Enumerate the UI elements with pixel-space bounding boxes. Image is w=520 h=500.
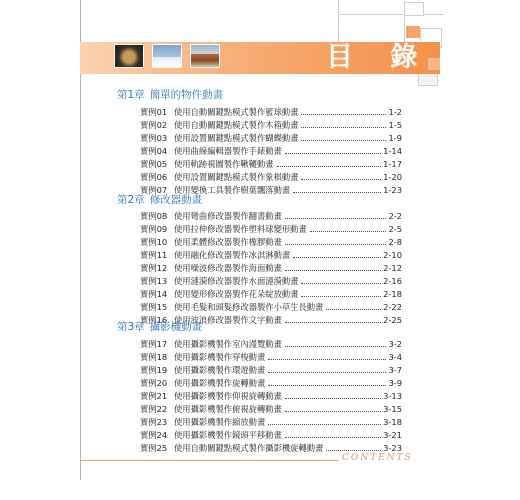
entry-page: 3-4: [388, 352, 402, 362]
toc-entry[interactable]: [140, 119, 402, 131]
chapter-title: 攝影機動畫: [149, 321, 203, 333]
entry-number: 實例19: [140, 365, 168, 375]
toc-entry[interactable]: [140, 210, 402, 222]
entry-title: 使用設置關鍵點模式製作象棋動畫: [174, 172, 299, 182]
entry-number: 實例08: [140, 211, 168, 221]
entry-page: 2-16: [383, 276, 402, 286]
entry-number: 實例18: [140, 352, 168, 362]
toc-entry[interactable]: [140, 223, 402, 235]
entry-number: 實例21: [140, 391, 168, 401]
toc-entry[interactable]: [140, 106, 402, 118]
dot-leader: [326, 308, 381, 310]
entry-title: 使用攝影機製作俯視旋轉動畫: [174, 404, 282, 414]
chapter-label: 第1章: [117, 89, 145, 101]
entry-page: 3-15: [383, 404, 402, 414]
banner-photo-3: [190, 44, 220, 68]
entry-page: 2-12: [383, 263, 402, 273]
entry-title: 使用柔體修改器製作橡膠動畫: [174, 237, 282, 247]
chapter-heading-2: [117, 193, 202, 207]
entry-number: 實例17: [140, 339, 168, 349]
entry-page: 3-2: [388, 339, 402, 349]
dot-leader: [301, 282, 381, 284]
entry-title: 使用曲線編輯器製作手錶動畫: [174, 146, 282, 156]
entry-number: 實例06: [140, 172, 168, 182]
entry-page: 2-8: [388, 237, 402, 247]
entry-number: 實例10: [140, 237, 168, 247]
toc-entry[interactable]: [140, 390, 402, 402]
toc-entry[interactable]: [140, 275, 402, 287]
dot-leader: [301, 113, 386, 115]
entry-title: 使用變換工具製作樹葉飄落動畫: [174, 185, 291, 195]
footer-rule: [80, 460, 338, 461]
dot-leader: [326, 449, 381, 451]
entry-title: 使用變形修改器製作花朵綻放動畫: [174, 289, 299, 299]
entry-number: 實例03: [140, 133, 168, 143]
dot-leader: [301, 126, 386, 128]
entry-page: 2-25: [383, 315, 402, 325]
chapter-heading-3: [117, 320, 202, 334]
page-title: 目 錄: [326, 42, 432, 73]
dot-leader: [301, 178, 381, 180]
chapter-title: 修改器動畫: [149, 194, 203, 206]
entry-title: 使用軌跡視圖製作鞦韆動畫: [174, 159, 274, 169]
decor-line: [338, 14, 444, 15]
dot-leader: [268, 423, 381, 425]
toc-entry[interactable]: [140, 377, 402, 389]
entry-title: 使用攝影機製作穿梭動畫: [174, 352, 266, 362]
entry-page: 1-23: [383, 185, 402, 195]
entry-number: 實例05: [140, 159, 168, 169]
dot-leader: [301, 295, 381, 297]
banner-accent-square: [406, 26, 420, 38]
entry-title: 使用攝影機製作鏡頭平移動畫: [174, 430, 282, 440]
entry-number: 實例20: [140, 378, 168, 388]
chapter-label: 第3章: [117, 321, 145, 333]
entry-title: 使用攝影機製作旋轉動畫: [174, 378, 266, 388]
dot-leader: [285, 321, 381, 323]
entry-number: 實例04: [140, 146, 168, 156]
toc-entry[interactable]: [140, 403, 402, 415]
toc-entry[interactable]: [140, 158, 402, 170]
entry-page: 1-17: [383, 159, 402, 169]
entry-title: 使用攝影機製作環遊動畫: [174, 365, 266, 375]
dot-leader: [277, 165, 382, 167]
entry-number: 實例23: [140, 417, 168, 427]
toc-entry[interactable]: [140, 301, 402, 313]
entry-page: 1-5: [388, 120, 402, 130]
entry-page: 2-2: [388, 211, 402, 221]
entry-title: 使用毛髮和頭髮修改器製作小草生長動畫: [174, 302, 324, 312]
entry-page: 1-9: [388, 133, 402, 143]
entry-number: 實例24: [140, 430, 168, 440]
entry-page: 2-5: [388, 224, 402, 234]
decor-square: [404, 2, 424, 16]
entry-title: 使用噪波修改器製作海面動畫: [174, 263, 282, 273]
dot-leader: [285, 345, 387, 347]
entry-number: 實例12: [140, 263, 168, 273]
entry-number: 實例11: [140, 250, 168, 260]
toc-entry[interactable]: [140, 351, 402, 363]
entry-title: 使用攝影機製作室內漫覽動畫: [174, 339, 282, 349]
dot-leader: [268, 371, 386, 373]
entry-page: 3-9: [388, 378, 402, 388]
entry-title: 使用設置關鍵點模式製作蝴蝶動畫: [174, 133, 299, 143]
dot-leader: [310, 230, 387, 232]
entry-page: 1-20: [383, 172, 402, 182]
dot-leader: [293, 256, 381, 258]
entry-number: 實例02: [140, 120, 168, 130]
entry-title: 使用拉伸修改器製作塑料球變形動畫: [174, 224, 307, 234]
entry-number: 實例13: [140, 276, 168, 286]
toc-entry[interactable]: [140, 364, 402, 376]
dot-leader: [301, 139, 386, 141]
toc-entry[interactable]: [140, 262, 402, 274]
dot-leader: [285, 436, 381, 438]
entry-page: 1-2: [388, 107, 402, 117]
entry-number: 實例16: [140, 315, 168, 325]
entry-page: 2-22: [383, 302, 402, 312]
dot-leader: [268, 358, 386, 360]
toc-entry[interactable]: [140, 249, 402, 261]
dot-leader: [285, 397, 381, 399]
entry-title: 使用自動關鍵點模式製作木箱動畫: [174, 120, 299, 130]
entry-number: 實例07: [140, 185, 168, 195]
toc-entry[interactable]: [140, 145, 402, 157]
entry-page: 3-7: [388, 365, 402, 375]
dot-leader: [285, 152, 381, 154]
toc-entry[interactable]: [140, 416, 402, 428]
footer-label: CONTENTS: [342, 453, 413, 463]
toc-entry[interactable]: [140, 338, 402, 350]
entry-title: 使用漣漪修改器製作水面漣漪動畫: [174, 276, 299, 286]
banner-photo-2: [152, 44, 182, 68]
dot-leader: [293, 191, 381, 193]
toc-entry[interactable]: [140, 429, 402, 441]
entry-title: 使用自動關鍵點模式製作攝影機旋轉動畫: [174, 443, 324, 453]
entry-page: 1-14: [383, 146, 402, 156]
toc-entry[interactable]: [140, 288, 402, 300]
entry-number: 實例14: [140, 289, 168, 299]
entry-number: 實例25: [140, 443, 168, 453]
entry-title: 使用融化修改器製作冰淇淋動畫: [174, 250, 291, 260]
entry-number: 實例15: [140, 302, 168, 312]
dot-leader: [285, 217, 387, 219]
dot-leader: [285, 269, 381, 271]
entry-title: 使用自動關鍵點模式製作籃球動畫: [174, 107, 299, 117]
dot-leader: [285, 410, 381, 412]
toc-entry[interactable]: [140, 132, 402, 144]
entry-page: 3-18: [383, 417, 402, 427]
entry-page: 2-10: [383, 250, 402, 260]
entry-number: 實例22: [140, 404, 168, 414]
entry-page: 3-23: [383, 443, 402, 453]
entry-page: 3-21: [383, 430, 402, 440]
entry-page: 2-18: [383, 289, 402, 299]
chapter-label: 第2章: [117, 194, 145, 206]
toc-entry[interactable]: [140, 236, 402, 248]
dot-leader: [268, 384, 386, 386]
entry-title: 使用波浪修改器製作文字動畫: [174, 315, 282, 325]
entry-title: 使用攝影機製作縮放動畫: [174, 417, 266, 427]
dot-leader: [285, 243, 387, 245]
toc-entry[interactable]: [140, 171, 402, 183]
entry-title: 使用彎曲修改器製作翻書動畫: [174, 211, 282, 221]
chapter-heading-1: [117, 88, 223, 102]
chapter-title: 簡單的物件動畫: [149, 89, 224, 101]
entry-page: 3-13: [383, 391, 402, 401]
entry-title: 使用攝影機製作仰視旋轉動畫: [174, 391, 282, 401]
banner-photo-1: [114, 44, 144, 68]
entry-number: 實例09: [140, 224, 168, 234]
entry-number: 實例01: [140, 107, 168, 117]
